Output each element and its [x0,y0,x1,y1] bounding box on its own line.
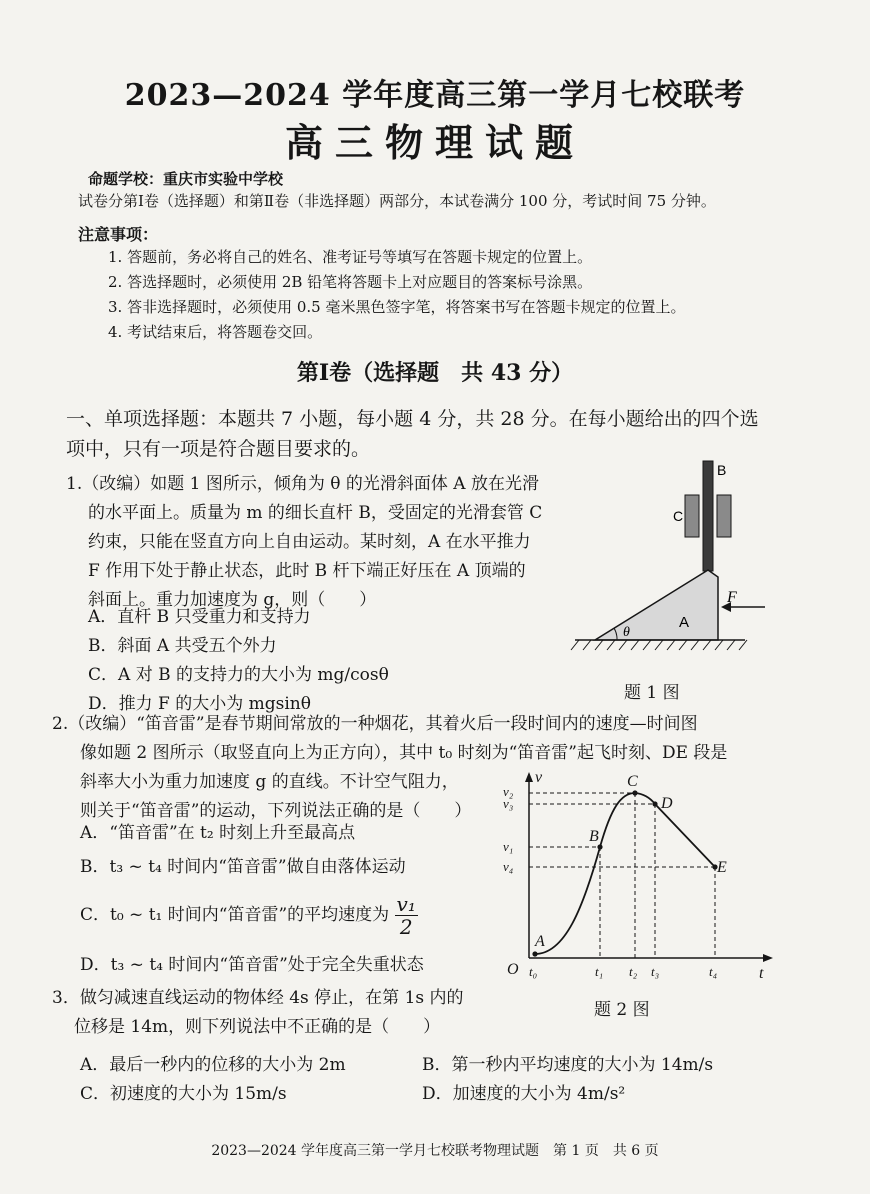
q3-option-a: A．最后一秒内的位移的大小为 2m [80,1055,346,1075]
fraction-numerator: v₁ [396,892,416,916]
question-line: 斜率大小为重力加速度 g 的直线。不计空气阻力， [80,772,459,792]
q2-option-b: B．t₃ ~ t₄ 时间内“笛音雷”做自由落体运动 [80,857,406,877]
notice-item: 1. 答题前，务必将自己的姓名、准考证号等填写在答题卡规定的位置上。 [108,248,593,266]
point-label-b: B [589,828,599,845]
notice-title: 注意事项： [78,225,159,244]
question-line: 则关于“笛音雷”的运动，下列说法正确的是（ ） [80,801,472,821]
q3-option-c: C．初速度的大小为 15m/s [80,1084,287,1104]
subject-title: 高三物理试题 [284,120,585,165]
axis-label-v: v [535,769,543,786]
rod-b [703,461,713,571]
sleeve-c-right [717,495,731,537]
figure-1-diagram [565,455,775,660]
tick-v2: v₂ [503,784,514,799]
question-line: 2.（改编）“笛音雷”是春节期间常放的一种烟花，其着火后一段时间内的速度—时间图 [52,714,698,734]
label-theta: θ [623,625,630,640]
question-line: 斜面上。重力加速度为 g，则（ ） [88,590,377,610]
label-a: A [679,614,690,631]
tick-t2: t₂ [629,964,638,979]
t-axis-arrowhead [763,954,773,962]
question-line: 像如题 2 图所示（取竖直向上为正方向），其中 t₀ 时刻为“笛音雷”起飞时刻、DE 段是 [80,743,728,763]
question-3-text [52,984,512,1042]
q2-option-a: A．“笛音雷”在 t₂ 时刻上升至最高点 [80,823,356,843]
q2-option-c [80,893,418,938]
question-line: 1.（改编）如题 1 图所示，倾角为 θ 的光滑斜面体 A 放在光滑 [66,474,539,494]
q3-option-b: B．第一秒内平均速度的大小为 14m/s [422,1055,714,1075]
fraction-v1-over-2 [395,893,418,938]
label-b: B [717,462,727,478]
q1-option-d: D．推力 F 的大小为 mgsinθ [88,694,311,714]
part-one-instructions: 一、单项选择题：本题共 7 小题，每小题 4 分，共 28 分。在每小题给出的四个选项中，只有一项是符合题目要求的。 [66,408,759,460]
tick-t3: t₃ [651,964,660,979]
question-1-text [66,470,566,615]
tick-t0: t₀ [529,964,538,979]
question-line: F 作用下处于静止状态，此时 B 杆下端正好压在 A 顶端的 [88,561,526,581]
tick-v3: v₃ [503,796,514,811]
exam-intro: 试卷分第Ⅰ卷（选择题）和第Ⅱ卷（非选择题）两部分，本试卷满分 100 分，考试时间 75 分钟。 [78,192,716,210]
tick-t4: t₄ [709,964,718,979]
q1-option-b: B．斜面 A 共受五个外力 [88,636,277,656]
q3-option-d: D．加速度的大小为 4m/s² [422,1084,626,1104]
v-axis-arrowhead [525,772,533,782]
origin-label: O [507,961,519,978]
axis-label-t: t [759,965,764,982]
q1-option-a: A．直杆 B 只受重力和支持力 [88,607,311,627]
figure-1-caption: 题 1 图 [624,683,680,703]
sleeve-c-left [685,495,699,537]
figure-2-vt-graph [495,768,785,983]
q2-option-c-text: C．t₀ ~ t₁ 时间内“笛音雷”的平均速度为 [80,905,390,925]
q1-option-c: C．A 对 B 的支持力的大小为 mg/cosθ [88,665,389,685]
page-footer: 2023—2024 学年度高三第一学月七校联考物理试题 第 1 页 共 6 页 [211,1143,659,1159]
label-f: F [727,589,737,606]
figure-2-caption: 题 2 图 [594,1000,650,1020]
tick-t1: t₁ [595,964,604,979]
notice-item: 2. 答选择题时，必须使用 2B 铅笔将答题卡上对应题目的答案标号涂黑。 [108,273,593,291]
notice-item: 4. 考试结束后，将答题卷交回。 [108,323,323,341]
section-title: 第Ⅰ卷（选择题 共 43 分） [296,360,574,386]
point-a [532,951,537,956]
guide-lines [529,793,715,958]
point-c [632,790,637,795]
question-line: 约束，只能在竖直方向上自由运动。某时刻，A 在水平推力 [88,532,531,552]
wedge-a [595,570,718,640]
point-label-d: D [661,795,673,812]
q2-option-d: D．t₃ ~ t₄ 时间内“笛音雷”处于完全失重状态 [80,955,424,975]
tick-v4: v₄ [503,859,514,874]
notice-item: 3. 答非选择题时，必须使用 0.5 毫米黑色签字笔，将答案书写在答题卡规定的位置上。 [108,298,686,316]
velocity-curve [535,793,715,954]
tick-v1: v₁ [503,839,514,854]
label-c: C [673,508,684,524]
exam-title: 2023—2024 学年度高三第一学月七校联考 [124,78,746,113]
point-d [652,801,657,806]
ground-hatching [571,640,747,650]
point-b [597,844,602,849]
school-line: 命题学校：重庆市实验中学校 [88,170,284,188]
point-label-c: C [627,773,638,790]
question-line: 3．做匀减速直线运动的物体经 4s 停止，在第 1s 内的 [52,988,464,1008]
question-line: 的水平面上。质量为 m 的细长直杆 B，受固定的光滑套管 C [88,503,543,523]
question-line: 位移是 14m，则下列说法中不正确的是（ ） [74,1017,441,1037]
point-label-e: E [717,859,727,876]
point-label-a: A [535,933,545,950]
fraction-denominator: 2 [399,915,413,939]
